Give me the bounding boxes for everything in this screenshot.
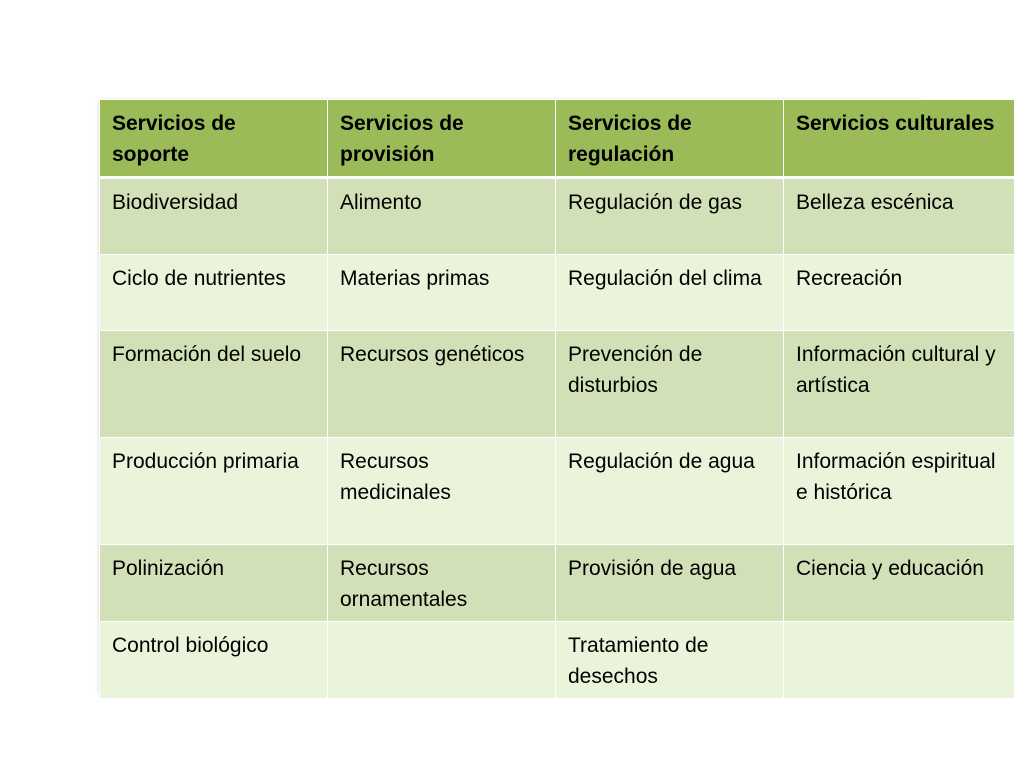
header-cell-soporte: Servicios de soporte: [100, 100, 328, 178]
table-cell: Regulación de gas: [556, 178, 784, 255]
table-cell: Materias primas: [328, 255, 556, 331]
table-row: [100, 178, 1015, 255]
table-cell: Producción primaria: [100, 438, 328, 545]
table-row: [100, 622, 1015, 699]
table-cell: Belleza escénica: [784, 178, 1015, 255]
table-row: [100, 331, 1015, 438]
header-cell-provision: Servicios de provisión: [328, 100, 556, 178]
table-row: [100, 545, 1015, 622]
table-cell: Ciclo de nutrientes: [100, 255, 328, 331]
ecosystem-services-table-container: [99, 99, 996, 692]
table-cell: Regulación del clima: [556, 255, 784, 331]
table-cell: [784, 622, 1015, 699]
header-cell-culturales: Servicios culturales: [784, 100, 1015, 178]
table-cell: Recursos medicinales: [328, 438, 556, 545]
table-cell: Información cultural y artística: [784, 331, 1015, 438]
table-cell: Recreación: [784, 255, 1015, 331]
table-cell: Prevención de disturbios: [556, 331, 784, 438]
table-cell: Polinización: [100, 545, 328, 622]
table-row: [100, 255, 1015, 331]
table-row: [100, 438, 1015, 545]
table-cell: Provisión de agua: [556, 545, 784, 622]
table-cell: Formación del suelo: [100, 331, 328, 438]
table-cell: Control biológico: [100, 622, 328, 699]
header-cell-regulacion: Servicios de regulación: [556, 100, 784, 178]
table-cell: Tratamiento de desechos: [556, 622, 784, 699]
table-cell: Ciencia y educación: [784, 545, 1015, 622]
table-header-row: [100, 100, 1015, 178]
table-cell: Información espiritual e histórica: [784, 438, 1015, 545]
table-cell: Biodiversidad: [100, 178, 328, 255]
table-cell: Recursos ornamentales: [328, 545, 556, 622]
ecosystem-services-table: [99, 99, 1015, 699]
table-cell: Regulación de agua: [556, 438, 784, 545]
table-cell: [328, 622, 556, 699]
table-cell: Recursos genéticos: [328, 331, 556, 438]
table-cell: Alimento: [328, 178, 556, 255]
